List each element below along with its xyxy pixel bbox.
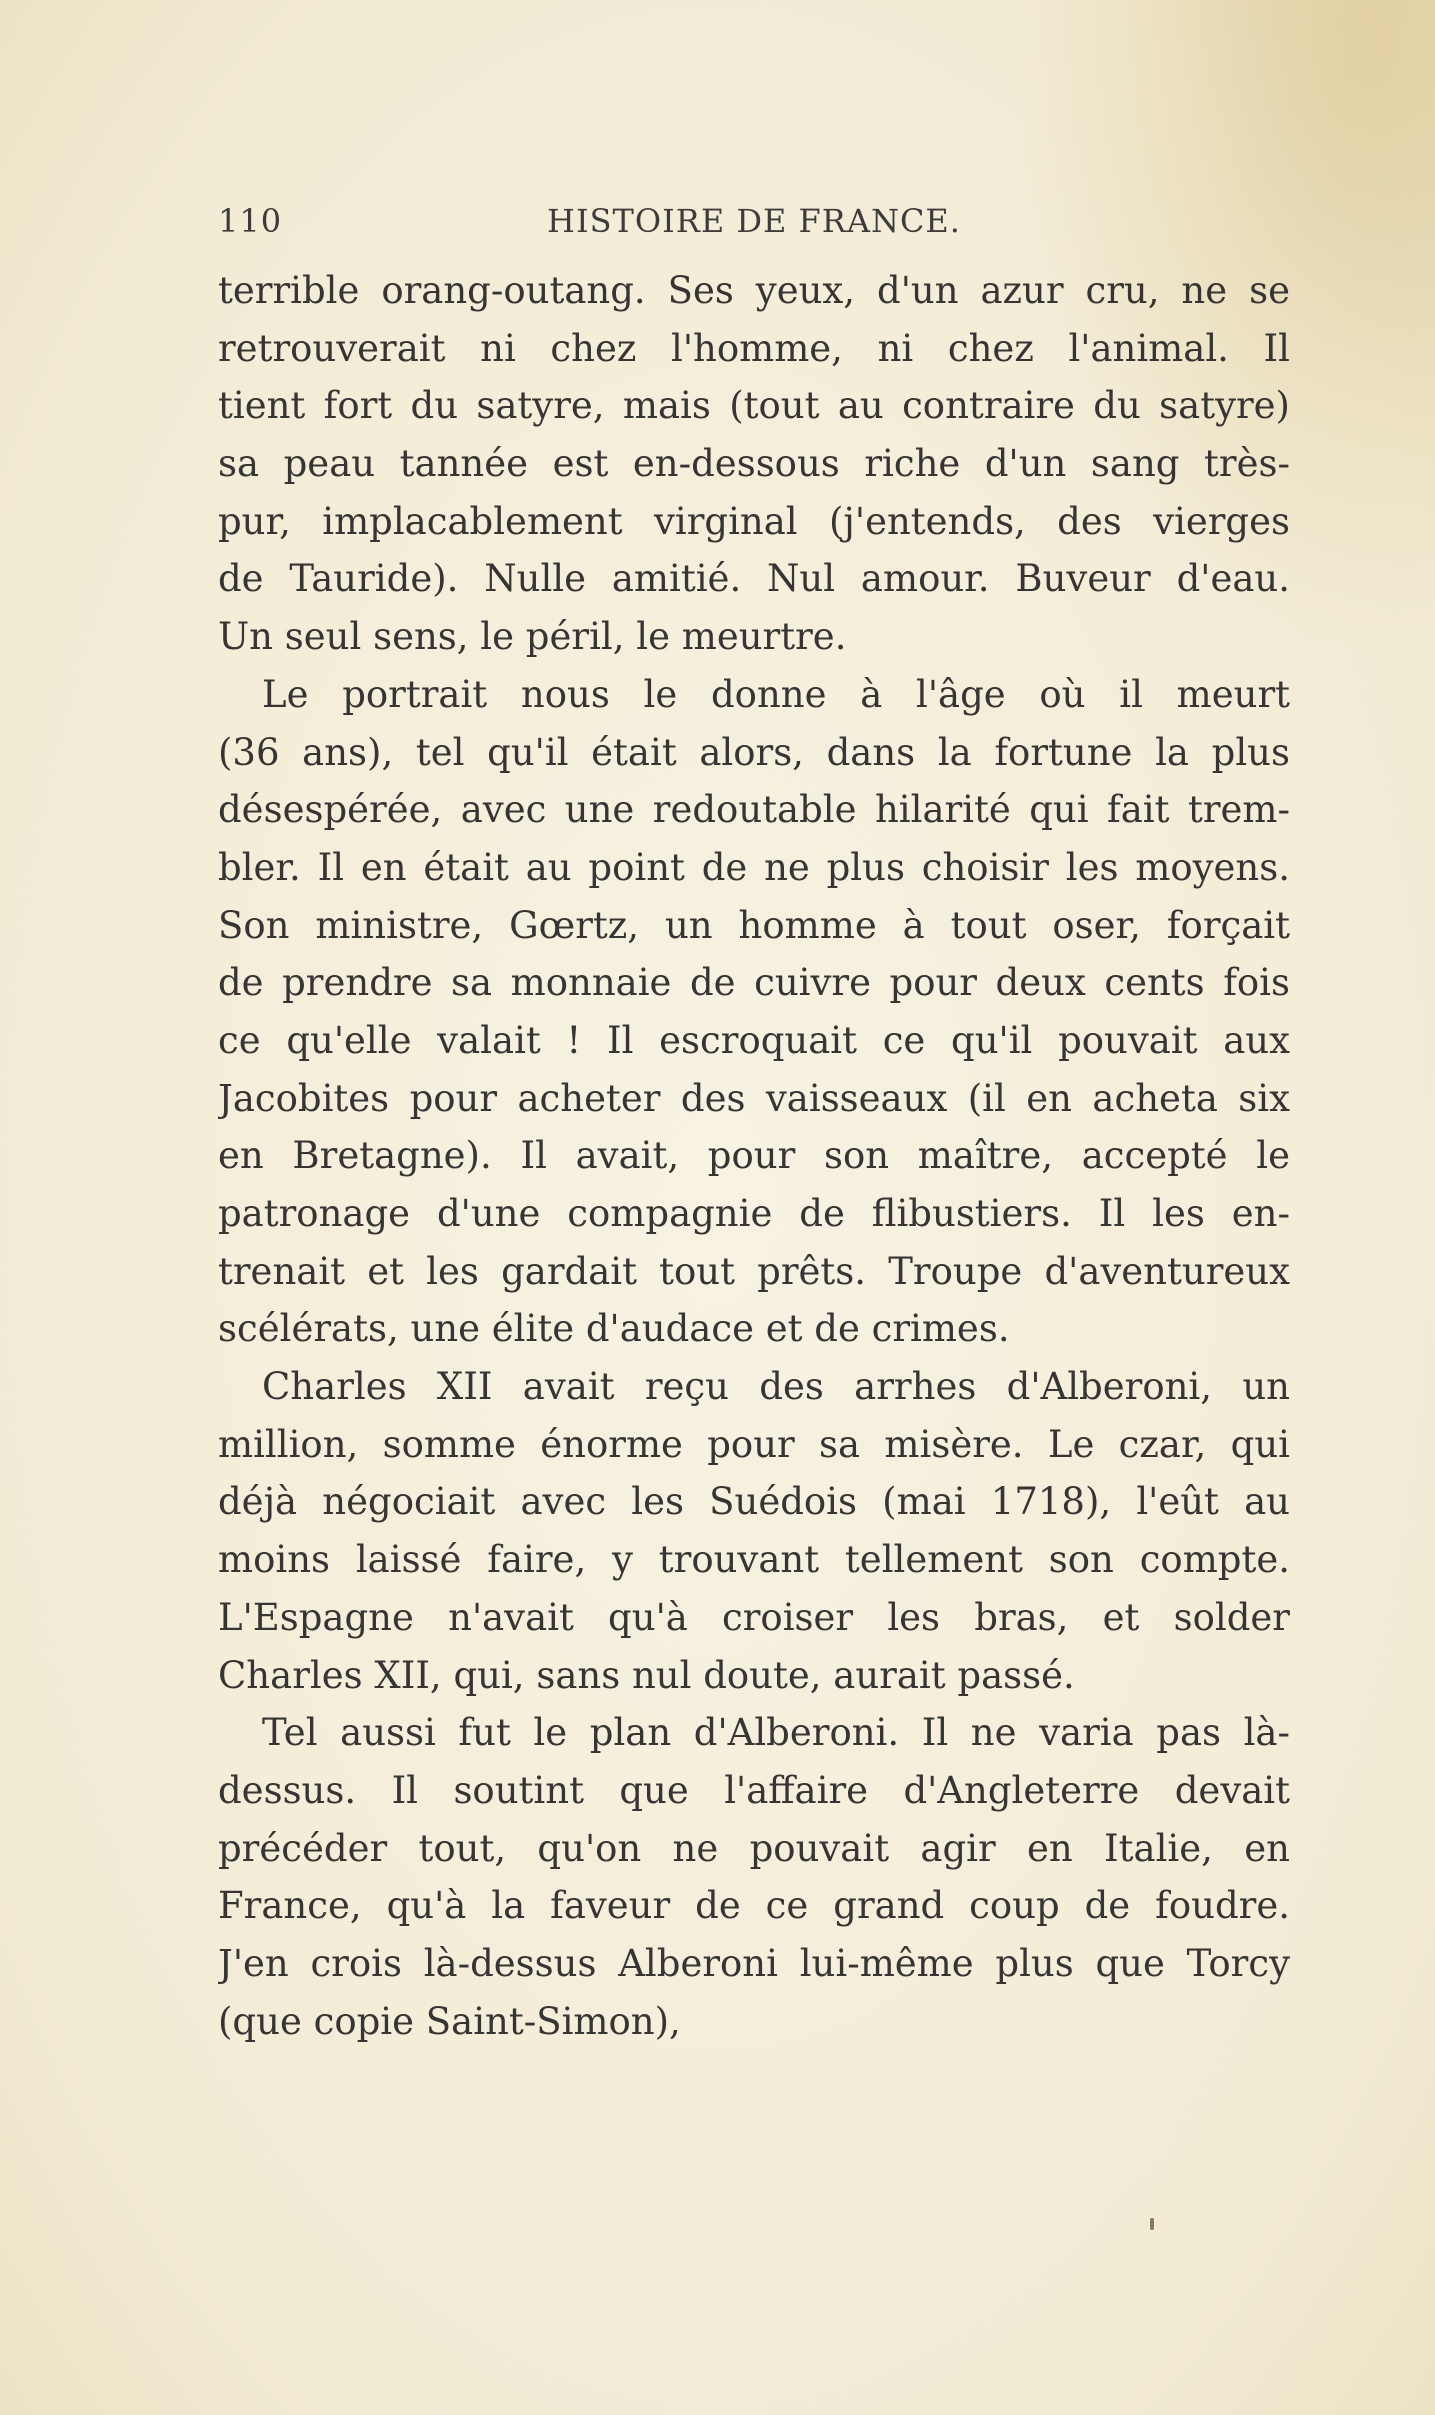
text-line: de Tauride). Nulle amitié. Nul amour. Buveur d'eau. (218, 557, 1290, 601)
text-line: scélérats, une élite d'audace et de crimes. (218, 1307, 1010, 1351)
text-line: Jacobites pour acheter des vaisseaux (il en acheta six (218, 1076, 1290, 1120)
text-line: L'Espagne n'avait qu'à croiser les bras, et solder (218, 1595, 1290, 1639)
text-line: trenait et les gardait tout prêts. Troupe d'aventureux (218, 1249, 1290, 1293)
text-line: de prendre sa monnaie de cuivre pour deux cents fois (218, 961, 1290, 1005)
text-line: désespérée, avec une redoutable hilarité qui fait trem- (218, 788, 1290, 832)
text-line: dessus. Il soutint que l'affaire d'Angleterre devait (218, 1768, 1290, 1812)
text-line: moins laissé faire, y trouvant tellement son compte. (218, 1538, 1290, 1582)
page-header (218, 202, 1290, 244)
page-number: 110 (218, 202, 283, 240)
text-line: Charles XII avait reçu des arrhes d'Alberoni, un (262, 1365, 1290, 1409)
text-line: Le portrait nous le donne à l'âge où il meurt (262, 672, 1290, 716)
text-line: ce qu'elle valait ! Il escroquait ce qu'il pouvait aux (218, 1018, 1290, 1062)
running-title: HISTOIRE DE FRANCE. (547, 202, 961, 240)
text-line: Tel aussi fut le plan d'Alberoni. Il ne varia pas là- (262, 1711, 1290, 1755)
text-line: retrouverait ni chez l'homme, ni chez l'animal. Il (218, 326, 1290, 370)
ink-speck (1150, 2218, 1154, 2230)
text-line: Charles XII, qui, sans nul doute, aurait passé. (218, 1653, 1075, 1697)
text-line: en Bretagne). Il avait, pour son maître, accepté le (218, 1134, 1290, 1178)
text-line: tient fort du satyre, mais (tout au contraire du satyre) (218, 384, 1290, 428)
text-line: pur, implacablement virginal (j'entends, des vierges (218, 499, 1290, 543)
text-line: million, somme énorme pour sa misère. Le czar, qui (218, 1422, 1290, 1466)
text-line: sa peau tannée est en-dessous riche d'un sang très- (218, 442, 1290, 486)
text-line: bler. Il en était au point de ne plus choisir les moyens. (218, 845, 1290, 889)
text-line: Son ministre, Gœrtz, un homme à tout oser, forçait (218, 903, 1290, 947)
text-line: (36 ans), tel qu'il était alors, dans la fortune la plus (218, 730, 1290, 774)
text-line: patronage d'une compagnie de flibustiers. Il les en- (218, 1192, 1290, 1235)
text-line: France, qu'à la faveur de ce grand coup de foudre. (218, 1884, 1290, 1928)
text-line: déjà négociait avec les Suédois (mai 1718), l'eût au (218, 1480, 1290, 1524)
text-line: Un seul sens, le péril, le meurtre. (218, 615, 847, 659)
text-line: précéder tout, qu'on ne pouvait agir en Italie, en (218, 1826, 1290, 1870)
text-line: J'en crois là-dessus Alberoni lui-même plus que Torcy (218, 1941, 1290, 1985)
text-line: (que copie Saint-Simon), (218, 1999, 681, 2043)
body-text (218, 262, 1290, 2050)
text-line: terrible orang-outang. Ses yeux, d'un azur cru, ne se (218, 269, 1290, 312)
